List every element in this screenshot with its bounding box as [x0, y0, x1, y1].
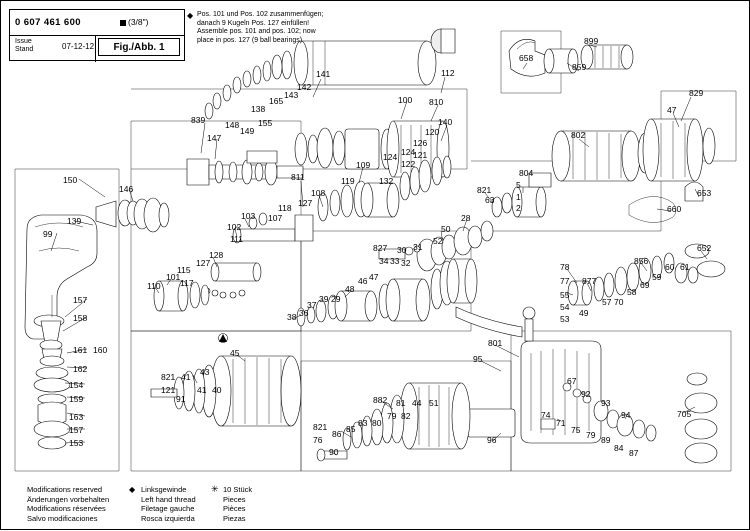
callout-number: 103 — [241, 211, 256, 221]
callout-number: 660 — [667, 204, 682, 214]
callout-number: 839 — [191, 115, 206, 125]
callout-number: 122 — [401, 159, 416, 169]
callout-number: 48 — [345, 284, 355, 294]
assembly-note-line-4: place in pos. 127 (9 ball bearings) — [197, 36, 303, 44]
callout-number: 821 — [161, 372, 176, 382]
callout-number: 127 — [196, 258, 211, 268]
callout-number: 76 — [313, 435, 323, 445]
figure-label: Fig./Abb. 1 — [98, 38, 180, 56]
assembly-note-line-2: danach 9 Kugeln Pos. 127 einfüllen! — [197, 19, 310, 27]
callout-number: 96 — [487, 435, 497, 445]
pieces-line-3: Pièces — [223, 504, 246, 513]
callout-number: 140 — [438, 117, 453, 127]
callout-number: 41 — [181, 372, 191, 382]
callout-number: 93 — [601, 398, 611, 408]
callout-number: 110 — [147, 281, 161, 291]
callout-number: 652 — [697, 243, 712, 253]
callout-number: 86 — [332, 429, 342, 439]
callout-number: 121 — [413, 150, 428, 160]
callout-number: 899 — [584, 36, 599, 46]
callout-number: 47 — [667, 105, 677, 115]
callout-number: 79 — [586, 430, 596, 440]
callout-number: 89 — [601, 435, 611, 445]
callout-number: 94 — [621, 410, 631, 420]
callout-number: 59 — [652, 272, 662, 282]
callout-number: 39 — [319, 294, 329, 304]
callout-number: 801 — [488, 338, 503, 348]
diamond-icon-footer: ◆ — [129, 485, 136, 494]
issue-label-de: Stand — [15, 46, 34, 53]
callout-number: 159 — [69, 394, 84, 404]
lh-thread-line-4: Rosca izquierda — [141, 513, 195, 523]
callout-number: 138 — [251, 104, 266, 114]
callout-number: 83 — [358, 418, 368, 428]
callout-number: 45 — [230, 348, 240, 358]
callout-number: 55 — [560, 290, 570, 300]
callout-number: 51 — [429, 398, 439, 408]
callout-number: 58 — [627, 287, 637, 297]
callout-number: 92 — [581, 389, 591, 399]
title-block — [9, 9, 185, 61]
callout-number: 126 — [413, 138, 428, 148]
callout-number: 150 — [63, 175, 78, 185]
callout-number: 882 — [373, 395, 388, 405]
callout-number: 31 — [413, 242, 423, 252]
callout-number: 32 — [401, 258, 411, 268]
callout-number: 30 — [397, 245, 407, 255]
pieces-line-1: 10 Stück — [223, 485, 253, 494]
issue-label — [15, 38, 33, 54]
callout-number: 85 — [346, 424, 356, 434]
part-number: 0 607 461 600 — [15, 17, 81, 28]
callout-number: 821 — [477, 185, 492, 195]
callout-number: 34 — [379, 256, 389, 266]
callout-number: 28 — [461, 213, 471, 223]
callout-number: 107 — [268, 213, 283, 223]
callout-number: 5 — [516, 180, 521, 190]
callout-number: 91 — [176, 394, 186, 404]
footer-pieces — [211, 484, 253, 523]
callout-number: 124 — [401, 147, 416, 157]
lh-thread-line-1: Linksgewinde — [141, 485, 187, 494]
tool-size-label: (3/8") — [128, 17, 149, 27]
callout-number: 139 — [67, 216, 82, 226]
callout-number: 802 — [571, 130, 586, 140]
callout-number: 90 — [329, 447, 339, 457]
footer-modifications-line-3: Modifications réservées — [27, 504, 106, 513]
callout-number: 827 — [373, 243, 388, 253]
callout-number: 157 — [73, 295, 88, 305]
pieces-line-4: Piezas — [223, 513, 246, 523]
callout-number: 80 — [372, 418, 382, 428]
callout-number: 43 — [200, 367, 210, 377]
callout-number: 157 — [69, 425, 84, 435]
callout-number: 161 — [73, 345, 88, 355]
callout-number: 53 — [560, 314, 570, 324]
callout-number: 165 — [269, 96, 284, 106]
footer-modifications-line-2: Änderungen vorbehalten — [27, 494, 110, 504]
callout-number: 37 — [307, 300, 317, 310]
footer-modifications — [27, 485, 109, 523]
footer-left-hand-thread — [129, 485, 196, 523]
callout-number: 124 — [383, 152, 398, 162]
issue-date: 07-12-12 — [62, 42, 95, 51]
callout-number: 60 — [665, 262, 675, 272]
callout-number: 119 — [341, 176, 355, 186]
footer-modifications-line-4: Salvo modificaciones — [27, 513, 98, 523]
callout-number: 127 — [298, 198, 313, 208]
callout-number: 49 — [579, 308, 589, 318]
callout-number: 109 — [356, 160, 371, 170]
callout-number: 71 — [556, 418, 566, 428]
callout-number: 44 — [412, 398, 422, 408]
callout-number: 149 — [240, 126, 255, 136]
callout-number: 811 — [291, 172, 305, 182]
callout-number: 84 — [614, 443, 624, 453]
callout-number: 143 — [284, 90, 299, 100]
callout-number: 50 — [441, 224, 451, 234]
callout-number: 162 — [73, 364, 88, 374]
callout-number: 2 — [516, 203, 521, 213]
callout-number: 121 — [161, 385, 176, 395]
callout-number: 46 — [358, 276, 368, 286]
callout-number: 1 — [516, 192, 521, 202]
callout-number: 81 — [396, 398, 406, 408]
callout-number: 111 — [230, 234, 243, 244]
callout-number: 61 — [680, 262, 690, 272]
callout-number: 804 — [519, 168, 534, 178]
callout-number: 74 — [541, 410, 551, 420]
issue-label-en: Issue — [15, 38, 32, 45]
callout-number: 38 — [287, 312, 297, 322]
callout-number: 108 — [311, 188, 326, 198]
callout-number: 653 — [697, 188, 712, 198]
callout-number: 82 — [401, 411, 411, 421]
tool-size — [120, 17, 149, 27]
callout-number: 95 — [473, 354, 483, 364]
callout-number: 99 — [43, 229, 53, 239]
callout-number: 75 — [571, 425, 581, 435]
pieces-line-2: Pieces — [223, 494, 246, 504]
callout-number: 79 — [387, 411, 397, 421]
callout-number: 856 — [634, 256, 649, 266]
callout-number: 877 — [582, 276, 597, 286]
callout-number: 70 — [614, 297, 624, 307]
callout-number: 120 — [425, 127, 440, 137]
callout-number: 54 — [560, 302, 570, 312]
callout-number: 829 — [689, 88, 704, 98]
callout-number: 154 — [69, 380, 84, 390]
asterisk-icon: ✳ — [211, 484, 219, 494]
callout-number: 100 — [398, 95, 413, 105]
callout-number: 29 — [331, 294, 341, 304]
assembly-note-line-3: Assemble pos. 101 and pos. 102; now — [197, 28, 316, 36]
callout-number: 163 — [69, 412, 84, 422]
callout-number: 142 — [297, 82, 312, 92]
callout-number: 67 — [567, 376, 577, 386]
callout-number: 102 — [227, 222, 242, 232]
callout-number: 859 — [572, 62, 587, 72]
callout-number: 146 — [119, 184, 134, 194]
diamond-icon: ◆ — [187, 11, 194, 20]
callout-number: 101 — [166, 272, 181, 282]
callout-number: 63 — [485, 195, 495, 205]
callout-number: 112 — [441, 68, 455, 78]
callout-number: 155 — [258, 118, 273, 128]
callout-number: 821 — [313, 422, 328, 432]
callout-number: 57 — [602, 297, 612, 307]
footer-modifications-line-1: Modifications reserved — [27, 485, 103, 494]
callout-number: 69 — [640, 280, 650, 290]
callout-number: 78 — [560, 262, 570, 272]
callout-number: 52 — [433, 236, 443, 246]
assembly-note-line-1: Pos. 101 und Pos. 102 zusammenfügen; — [197, 11, 324, 18]
callout-number: 148 — [225, 120, 240, 130]
callout-number: 153 — [69, 438, 84, 448]
callout-number: 33 — [390, 256, 400, 266]
callout-number: 658 — [519, 53, 534, 63]
callout-number: 40 — [212, 385, 222, 395]
callout-number: 118 — [278, 203, 292, 213]
callout-number: 87 — [629, 448, 639, 458]
callout-number: 77 — [560, 276, 570, 286]
callout-number: 36 — [299, 308, 309, 318]
callout-number: 705 — [677, 409, 692, 419]
callout-number: 810 — [429, 97, 444, 107]
callout-number: 132 — [379, 176, 394, 186]
callout-number: 128 — [209, 250, 224, 260]
lh-thread-line-2: Left hand thread — [141, 494, 196, 504]
callout-number: 117 — [180, 278, 194, 288]
callout-number: 47 — [369, 272, 379, 282]
assembly-note — [187, 11, 387, 45]
callout-number: 160 — [93, 345, 108, 355]
callout-number: 115 — [177, 265, 191, 275]
lh-thread-line-3: Filetage gauche — [141, 504, 195, 513]
callout-number: 141 — [316, 69, 331, 79]
callout-number: 147 — [207, 133, 222, 143]
callout-number: 158 — [73, 313, 88, 323]
callout-number: 41 — [197, 385, 207, 395]
